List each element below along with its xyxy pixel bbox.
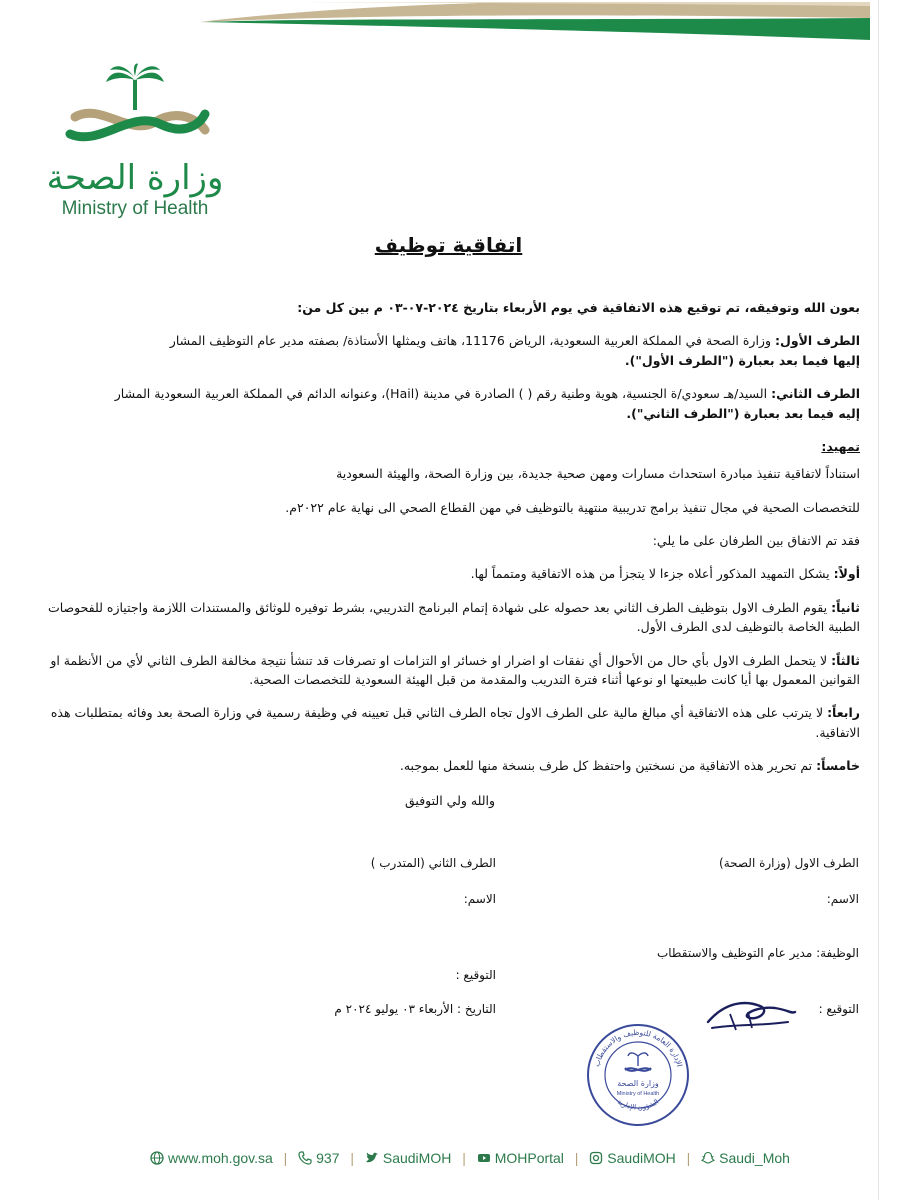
page-edge	[878, 0, 879, 1200]
clause-2-label: ثانياً:	[831, 599, 860, 615]
clause-2	[42, 598, 860, 637]
footer-twitter[interactable]	[365, 1150, 451, 1166]
clause-1	[42, 564, 860, 583]
footer-phone[interactable]	[298, 1150, 339, 1166]
footer-youtube-text: MOHPortal	[494, 1150, 564, 1166]
party-two-line2: إليه فيما بعد بعبارة ("الطرف الثاني").	[626, 405, 860, 421]
preamble-label-row	[42, 437, 860, 456]
footer-youtube[interactable]	[477, 1150, 564, 1166]
clause-5	[42, 756, 860, 775]
party-two-label: الطرف الثاني:	[771, 386, 860, 402]
handwritten-signature	[700, 992, 800, 1037]
party-one-name-label: الاسم:	[826, 892, 859, 906]
instagram-icon	[589, 1151, 603, 1165]
preamble-label: تمهيد:	[821, 438, 860, 454]
preamble-line3: فقد تم الاتفاق بين الطرفان على ما يلي:	[652, 533, 860, 548]
party-one-line2: إليها فيما بعد بعبارة ("الطرف الأول").	[624, 352, 860, 368]
party-two-name-label: الاسم:	[463, 892, 496, 906]
globe-icon	[150, 1151, 164, 1165]
party-two-date: التاريخ : الأربعاء ٠٣ يوليو ٢٠٢٤ م	[334, 1002, 496, 1016]
official-stamp	[585, 1022, 691, 1128]
twitter-icon	[365, 1151, 379, 1165]
palm-swords-icon	[40, 62, 230, 152]
party-one-line1: وزارة الصحة في المملكة العربية السعودية، الرياض 11176، هاتف ويمثلها الأستاذة/ بصفته مدير عام التوظيف المشار	[169, 333, 771, 349]
header-swoosh	[0, 0, 897, 60]
party-two-header: الطرف الثاني (المتدرب )	[370, 856, 496, 870]
document-title: اتفاقية توظيف	[374, 233, 523, 257]
logo-arabic-text: وزارة الصحة	[46, 158, 224, 198]
clause-1-label: أولاً:	[833, 566, 860, 582]
clause-3-label: ثالثاً:	[831, 652, 860, 668]
clause-4-label: رابعاً:	[827, 705, 860, 721]
footer-website-text: www.moh.gov.sa	[168, 1150, 273, 1166]
clause-5-label: خامساً:	[816, 758, 860, 773]
stamp-center-en: Ministry of Health	[616, 1091, 660, 1097]
phone-icon	[298, 1151, 312, 1165]
preamble-line2: للتخصصات الصحية في مجال تنفيذ برامج تدريبية منتهية بالتوظيف في مهن القطاع الصحي الى نهاية عام ٢٠٢٢م.	[285, 499, 860, 515]
clause-2-text: يقوم الطرف الاول بتوظيف الطرف الثاني بعد حصوله على شهادة إتمام البرنامج التدريبي، بشرط توفيره للوثائق والمستندات اللازمة واجتيازه للفحوصات الطبية الخاصة بالتوظيف لدى الطرف الأول.	[47, 599, 860, 635]
footer-website[interactable]	[150, 1150, 273, 1166]
clause-1-text: يشكل التمهيد المذكور أعلاه جزءا لا يتجزأ من هذه الاتفاقية ومتمماً لها.	[470, 566, 830, 582]
party-one-label: الطرف الأول:	[774, 333, 860, 349]
ministry-logo	[40, 62, 230, 220]
stamp-center-ar: وزارة الصحة	[617, 1079, 659, 1088]
stamp-ring-top: الإدارة العامة للتوظيف والاستقطاب	[591, 1027, 685, 1068]
footer-twitter-text: SaudiMOH	[382, 1150, 452, 1166]
clause-3-text: لا يتحمل الطرف الاول بأي حال من الأحوال أي نفقات او اضرار او خسائر او التزامات او تصرفات قد تنشأ نتيجة مخالفة الطرف الثاني لأي من الأنظمة او القوانين المعمول بها أيا كانت طبيعتها او نوعها أثناء فترة التدريب والمقدمة من قبل الهيئة السعودية للتخصصات الصحية.	[50, 652, 860, 687]
clause-5-text: تم تحرير هذه الاتفاقية من نسختين واحتفظ كل طرف بنسخة منها للعمل بموجبه.	[399, 758, 813, 773]
party-one	[42, 331, 860, 370]
footer-instagram-text: SaudiMOH	[607, 1150, 676, 1166]
footer-instagram[interactable]	[589, 1150, 675, 1166]
clause-3	[42, 651, 860, 690]
party-one-header: الطرف الاول (وزارة الصحة)	[719, 856, 859, 870]
party-two-signature-label: التوقيع :	[455, 968, 496, 982]
agreement-body	[42, 298, 860, 789]
footer-phone-text: 937	[316, 1150, 340, 1166]
clause-4-text: لا يترتب على هذه الاتفاقية أي مبالغ مالية على الطرف الاول تجاه الطرف الثاني قبل تعيينه في وظيفة رسمية في وزارة الصحة بعد وفائه بمتطلبات هذه الاتفاقية.	[50, 705, 860, 740]
footer-snapchat[interactable]	[701, 1150, 790, 1166]
party-one-job: الوظيفة: مدير عام التوظيف والاستقطاب	[656, 946, 859, 960]
party-two-line1: السيد/هـ سعودي/ة الجنسية، هوية وطنية رقم ( ) الصادرة في مدينة (Hail)، وعنوانه الدائم في المملكة العربية السعودية المشار	[114, 386, 768, 402]
intro-text: بعون الله وتوفيقه، تم توقيع هذه الاتفاقية في يوم الأربعاء بتاريخ ٢٠٢٤-٠٧-٠٣ م بين كل من:	[297, 300, 860, 315]
youtube-icon	[477, 1151, 491, 1165]
stamp-ring-bottom: الشؤون الإدارية	[615, 1097, 661, 1112]
snapchat-icon	[701, 1151, 715, 1165]
preamble-line1: استناداً لاتفاقية تنفيذ مبادرة استحداث مسارات ومهن صحية جديدة، بين وزارة الصحة، والهيئة السعودية	[336, 466, 860, 482]
closing-text: والله ولي التوفيق	[405, 793, 496, 808]
party-two	[42, 384, 860, 423]
footer-contact-bar: www.moh.gov.sa | 937 | SaudiMOH | MOHPortal | SaudiMOH | Saudi_Moh	[150, 1150, 790, 1166]
logo-english-text: Ministry of Health	[61, 198, 209, 219]
stamp-palm-icon	[625, 1053, 651, 1071]
clause-4	[42, 703, 860, 742]
party-one-signature-label: التوقيع :	[818, 1002, 859, 1016]
footer-snapchat-text: Saudi_Moh	[719, 1150, 790, 1166]
